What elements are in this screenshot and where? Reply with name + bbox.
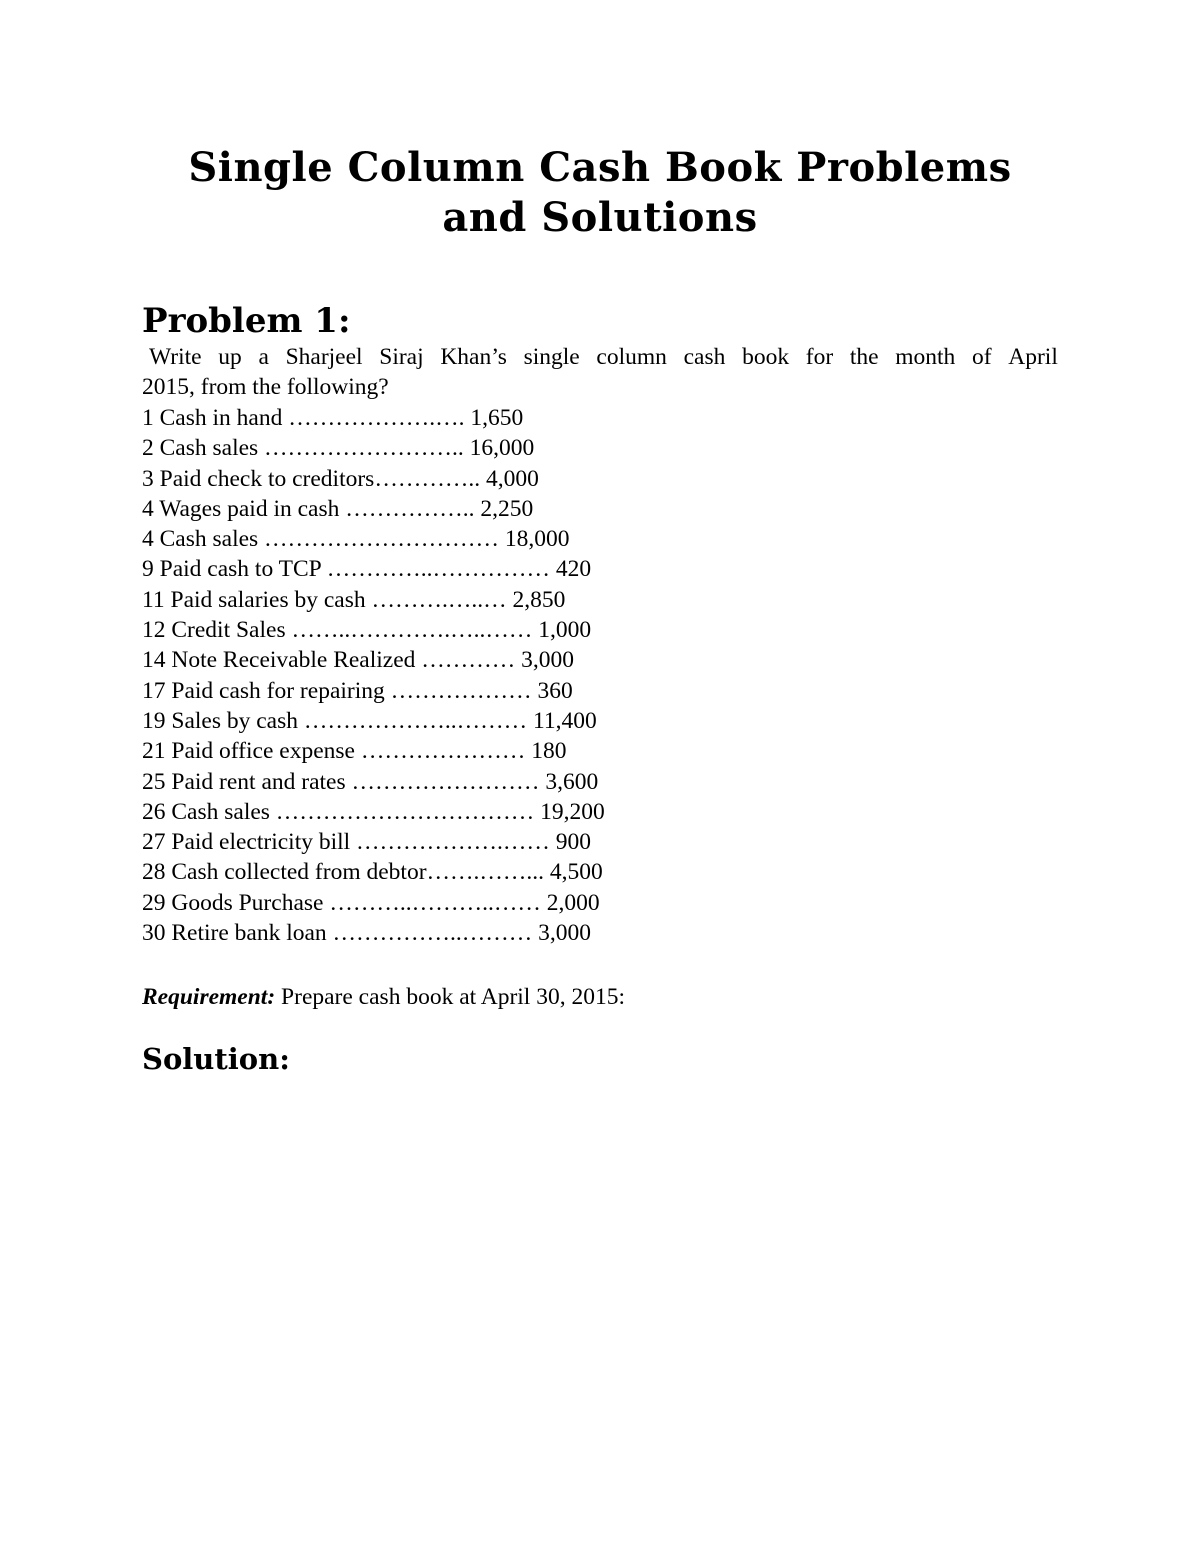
solution-heading: Solution: <box>142 1042 290 1076</box>
intro-word: book <box>742 344 790 370</box>
transaction-entry: 1 Cash in hand ……………….…. 1,650 <box>142 405 524 431</box>
transaction-list <box>142 403 605 948</box>
requirement <box>142 982 625 1012</box>
transaction-entry: 3 Paid check to creditors………….. 4,000 <box>142 465 539 492</box>
document-title <box>0 143 1200 243</box>
problem-intro <box>142 342 1058 403</box>
transaction-entry: 21 Paid office expense ………………… 180 <box>142 738 567 765</box>
transaction-entry: 30 Retire bank loan ……………..……… 3,000 <box>142 920 592 947</box>
transaction-entry: 2 Cash sales …………………….. 16,000 <box>142 435 535 462</box>
intro-word: month <box>895 344 956 370</box>
title-line-2: and Solutions <box>442 194 758 241</box>
transaction-entry: 14 Note Receivable Realized ………… 3,000 <box>142 647 575 674</box>
intro-word: the <box>849 344 879 370</box>
transaction-entry: 19 Sales by cash ………………..……… 11,400 <box>142 707 597 734</box>
transaction-entry: 25 Paid rent and rates …………………… 3,600 <box>142 768 599 795</box>
transaction-entry: 29 Goods Purchase ………..………..…… 2,000 <box>142 889 600 916</box>
transaction-entry: 17 Paid cash for repairing ……………… 360 <box>142 677 573 704</box>
problem-heading: Problem 1: <box>142 301 351 341</box>
intro-word: April <box>1008 344 1058 370</box>
transaction-entry: 4 Cash sales ………………………… 18,000 <box>142 526 570 553</box>
intro-word: Write <box>149 344 202 370</box>
title-line-1: Single Column Cash Book Problems <box>188 144 1012 191</box>
intro-word: column <box>596 344 667 370</box>
transaction-entry: 4 Wages paid in cash …………….. 2,250 <box>142 495 534 522</box>
intro-word: of <box>972 344 992 370</box>
intro-word: Siraj <box>379 344 424 370</box>
intro-word: cash <box>683 344 726 370</box>
intro-word: a <box>258 344 269 370</box>
intro-word: single <box>523 344 580 370</box>
intro-line-1 <box>142 342 1058 372</box>
intro-word: Sharjeel <box>285 344 363 370</box>
transaction-entry: 9 Paid cash to TCP …………..…………… 420 <box>142 556 592 583</box>
transaction-entry: 27 Paid electricity bill ……………….…… 900 <box>142 829 592 856</box>
intro-line-2: 2015, from the following? <box>142 374 389 401</box>
transaction-entry: 12 Credit Sales ……..………….…..…… 1,000 <box>142 617 592 644</box>
transaction-entry: 28 Cash collected from debtor…….……... 4,500 <box>142 859 603 886</box>
transaction-entry: 26 Cash sales …………………………… 19,200 <box>142 798 605 825</box>
requirement-label: Requirement: <box>142 984 276 1010</box>
intro-word: Khan’s <box>440 344 507 370</box>
intro-word: for <box>805 344 834 370</box>
intro-word: up <box>218 344 242 370</box>
requirement-text: Prepare cash book at April 30, 2015: <box>275 984 625 1010</box>
transaction-entry: 11 Paid salaries by cash ……….…..… 2,850 <box>142 586 566 613</box>
